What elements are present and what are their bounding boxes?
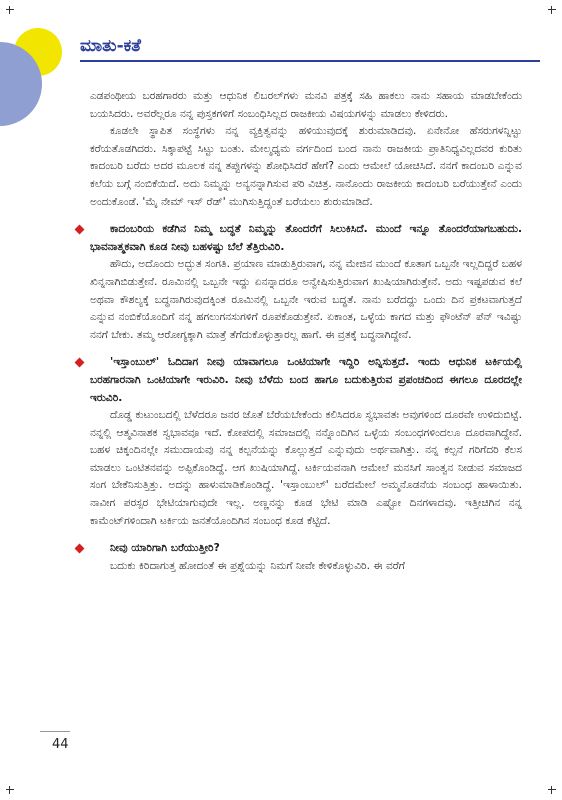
section-title: ಮಾತು-ಕತೆ (80, 36, 141, 56)
footer-rule (40, 731, 70, 732)
question (90, 221, 522, 256)
diamond-bullet-icon (75, 358, 85, 368)
intro-paragraph: ಕೂಡಲೇ ಸ್ಥಾಪಿತ ಸಂಸ್ಥೆಗಳು ನನ್ನ ವ್ಯಕ್ತಿತ್ವವನ್ನು ಹಳಿಯುವುದಕ್ಕೆ ಶುರುಮಾಡಿದವು. ಏನೇನೋ ಹೆಸರುಗಳನ್ನಿಟ್ಟು ಕರೆಯತೊಡಗಿದರು. ಸಿಕ್ಕಾಪಟ್ಟೆ ಸಿಟ್ಟು ಬಂತು. ಮೇಲ್ಮಧ್ಯಮ ವರ್ಗದಿಂದ ಬಂದ ನಾನು ರಾಜಕೀಯ ಪ್ರಾತಿನಿಧ್ಯವಿಲ್ಲದವರ ಕುರಿತು ಕಾದಂಬರಿ ಬರೆದು ಅದರ ಮೂಲಕ ನನ್ನ ತಪ್ಪುಗಳನ್ನು ಶೋಧಿಸಿದರೆ ಹೇಗೆ? ಎಂದು ಆಮೇಲೆ ಯೋಚಿಸಿದೆ. ನನಗೆ ಕಾದಂಬರಿ ಎನ್ನುವ ಕಲೆಯ ಬಗ್ಗೆ ನಂಬಿಕೆಯಿದೆ. ಅದು ನಿಮ್ಮನ್ನು ಅನ್ಯನನ್ನಾಗಿಸುವ ಪರಿ ವಿಚಿತ್ರ. ನಾನೊಂದು ರಾಜಕೀಯ ಕಾದಂಬರಿ ಬರೆಯುತ್ತೇನೆ ಎಂದು ಅಂದುಕೊಂಡೆ. 'ಮೈ ನೇಮ್ ಇಸ್ ರೆಡ್' ಮುಗಿಸುತ್ತಿದ್ದಂತೆ ಬರೆಯಲು ಶುರುಮಾಡಿದೆ. (90, 125, 522, 208)
question (90, 540, 522, 558)
intro-paragraph: ಎಡಪಂಥೀಯ ಬರಹಗಾರರು ಮತ್ತು ಆಧುನಿಕ ಲಿಬರಲ್‌ಗಳು ಮನವಿ ಪತ್ರಕ್ಕೆ ಸಹಿ ಹಾಕಲು ನಾನು ಸಹಾಯ ಮಾಡಬೇಕೆಂದು ಬಯಸಿದರು. ಅವರೆಲ್ಲರೂ ನನ್ನ ಪುಸ್ತಕಗಳಿಗೆ ಸಂಬಂಧಿಸಿಲ್ಲದ ರಾಜಕೀಯ ವಿಷಯಗಳನ್ನು ಮಾಡಲು ಕೇಳಿದರು. (90, 90, 522, 120)
article-body (90, 88, 522, 575)
answer: ಬದುಕು ಕಿರಿದಾಗುತ್ತ ಹೋದಂತೆ ಈ ಪ್ರಶ್ನೆಯನ್ನು ನಿಮಗೆ ನೀವೇ ಕೇಳಿಕೊಳ್ಳುವಿರಿ. ಈ ವರೆಗೆ (110, 559, 405, 572)
answer: ದೊಡ್ಡ ಕುಟುಂಬದಲ್ಲಿ ಬೆಳೆದರೂ ಜನರ ಜೊತೆ ಬೆರೆಯಬೇಕೆಂದು ಕಲಿಸಿದರೂ ಸ್ವಭಾವತಃ ಅವುಗಳಿಂದ ದೂರವೇ ಉಳಿದುಬಿಟ್ಟೆ. ನನ್ನಲ್ಲಿ ಆತ್ಮವಿನಾಶಕ ಸ್ವಭಾವವೂ ಇದೆ. ಕೋಪದಲ್ಲಿ ಸಮಾಜದಲ್ಲಿ ನನ್ನೊಂದಿಗಿನ ಒಳ್ಳೆಯ ಸಂಬಂಧಗಳಿಂದಲೂ ದೂರವಾಗಿದ್ದೇನೆ. ಬಹಳ ಚಿಕ್ಕಂದಿನಲ್ಲೇ ಸಮುದಾಯವು ನನ್ನ ಕಲ್ಪನೆಯನ್ನು ಕೊಲ್ಲುತ್ತದೆ ಎನ್ನುವುದು ಅರ್ಥವಾಗಿತ್ತು. ನನ್ನ ಕಲ್ಪನೆ ಗರಿಗೆದರಿ ಕೆಲಸ ಮಾಡಲು ಒಂಟಿತನವನ್ನು ಅಪ್ಪಿಕೊಂಡಿದ್ದೆ. ಆಗ ಖುಷಿಯಾಗಿದ್ದೆ. ಟರ್ಕಿಯವನಾಗಿ ಆಮೇಲೆ ಮನಸಿಗೆ ಸಾಂತ್ವನ ನೀಡುವ ಸಮಾಜದ ಸಂಗ ಬೇಕೆನಿಸುತ್ತಿತ್ತು. ಅದನ್ನು ಹಾಳುಮಾಡಿಕೊಂಡಿದ್ದೆ. 'ಇಸ್ತಾಂಬುಲ್' ಬರೆದಮೇಲೆ ಅಮ್ಮನೊಡನೆಯ ಸಂಬಂಧ ಹಾಳಾಯಿತು. ನಾವೀಗ ಪರಸ್ಪರ ಭೇಟಿಯಾಗುವುದೇ ಇಲ್ಲ. ಅಣ್ಣನನ್ನು ಕೂಡ ಭೇಟಿ ಮಾಡಿ ಎಷ್ಟೋ ದಿನಗಳಾದವು. ಇತ್ತೀಚಿಗಿನ ನನ್ನ ಕಾಮೆಂಟ್‌ಗಳಿಂದಾಗಿ ಟರ್ಕಿಯ ಜನತೆಯೊಂದಿಗಿನ ಸಂಬಂಧ ಕೂಡ ಕೆಟ್ಟಿದೆ. (90, 409, 522, 527)
crop-mark-bottom-right (548, 786, 556, 794)
crop-mark-top-right (548, 6, 556, 14)
header-rule (80, 60, 540, 62)
decorative-circles (0, 28, 70, 118)
crop-mark-top-left (6, 6, 14, 14)
diamond-bullet-icon (75, 544, 85, 554)
diamond-bullet-icon (75, 225, 85, 235)
qa-block (90, 354, 522, 530)
question-text: 'ಇಸ್ತಾಂಬುಲ್' ಓದಿದಾಗ ನೀವು ಯಾವಾಗಲೂ ಒಂಟಿಯಾಗೇ ಇದ್ದಿರಿ ಅನ್ನಿಸುತ್ತದೆ. ಇಂದು ಆಧುನಿಕ ಟರ್ಕಿಯಲ್ಲಿ ಬರಹಗಾರನಾಗಿ ಒಂಟಿಯಾಗೇ ಇರುವಿರಿ. ನೀವು ಬೆಳೆದು ಬಂದ ಹಾಗೂ ಬದುಕುತ್ತಿರುವ ಪ್ರಪಂಚದಿಂದ ಈಗಲೂ ದೂರದಲ್ಲೇ ಇರುವಿರಿ. (90, 356, 522, 404)
question (90, 354, 522, 407)
answer: ಹೌದು, ಅದೊಂದು ಅದ್ಭುತ ಸಂಗತಿ. ಪ್ರಯಾಣ ಮಾಡುತ್ತಿರುವಾಗ, ನನ್ನ ಮೇಜಿನ ಮುಂದೆ ಕೂತಾಗ ಒಬ್ಬನೇ ಇಲ್ಲದಿದ್ದರೆ ಬಹಳ ಖಿನ್ನನಾಗಿಬಿಡುತ್ತೇನೆ. ರೂಮಿನಲ್ಲಿ ಒಬ್ಬನೇ ಇದ್ದು ಏನನ್ನಾದರೂ ಅನ್ವೇಷಿಸುತ್ತಿರುವಾಗ ಖುಷಿಯಾಗಿರುತ್ತೇನೆ. ಅದು ಇಷ್ಟಪಡುವ ಕಲೆ ಅಥವಾ ಕೌಶಲ್ಯಕ್ಕೆ ಬದ್ಧನಾಗಿರುವುದಕ್ಕಿಂತ ರೂಮಿನಲ್ಲಿ ಒಬ್ಬನೇ ಇರುವ ಬದ್ಧತೆ. ನಾನು ಬರೆದದ್ದು ಒಂದು ದಿನ ಪ್ರಕಟವಾಗುತ್ತದೆ ಎನ್ನುವ ನಂಬಿಕೆಯೊಂದಿಗೆ ನನ್ನ ಹಗಲುಗನಸುಗಳಿಗೆ ರೂಪಕೊಡುತ್ತೇನೆ. ಏಕಾಂತ, ಒಳ್ಳೆಯ ಕಾಗದ ಮತ್ತು ಫೌಂಟೆನ್ ಪೆನ್ ಇವಿಷ್ಟು ನನಗೆ ಬೇಕು. ತಮ್ಮ ಆರೋಗ್ಯಕ್ಕಾಗಿ ಮಾತ್ರೆ ತೆಗೆದುಕೊಳ್ಳುತ್ತಾರಲ್ಲ ಹಾಗೆ. ಈ ವ್ರತಕ್ಕೆ ಬದ್ಧನಾಗಿದ್ದೇನೆ. (90, 258, 522, 341)
qa-block (90, 221, 522, 344)
crop-mark-bottom-left (6, 786, 14, 794)
question-text: ಕಾದಂಬರಿಯ ಕಡೆಗಿನ ನಿಮ್ಮ ಬದ್ಧತೆ ನಿಮ್ಮನ್ನು ತೊಂದರೆಗೆ ಸಿಲುಕಿಸಿದೆ. ಮುಂದೆ ಇನ್ನೂ ತೊಂದರೆಯಾಗಬಹುದು. ಭಾವನಾತ್ಮಕವಾಗಿ ಕೂಡ ನೀವು ಬಹಳಷ್ಟು ಬೆಲೆ ತೆತ್ತಿರುವಿರಿ. (90, 223, 522, 253)
page-number: 44 (52, 737, 69, 752)
question-text: ನೀವು ಯಾರಿಗಾಗಿ ಬರೆಯುತ್ತೀರಿ? (110, 542, 220, 555)
qa-block (90, 540, 522, 575)
page-header (80, 36, 532, 62)
